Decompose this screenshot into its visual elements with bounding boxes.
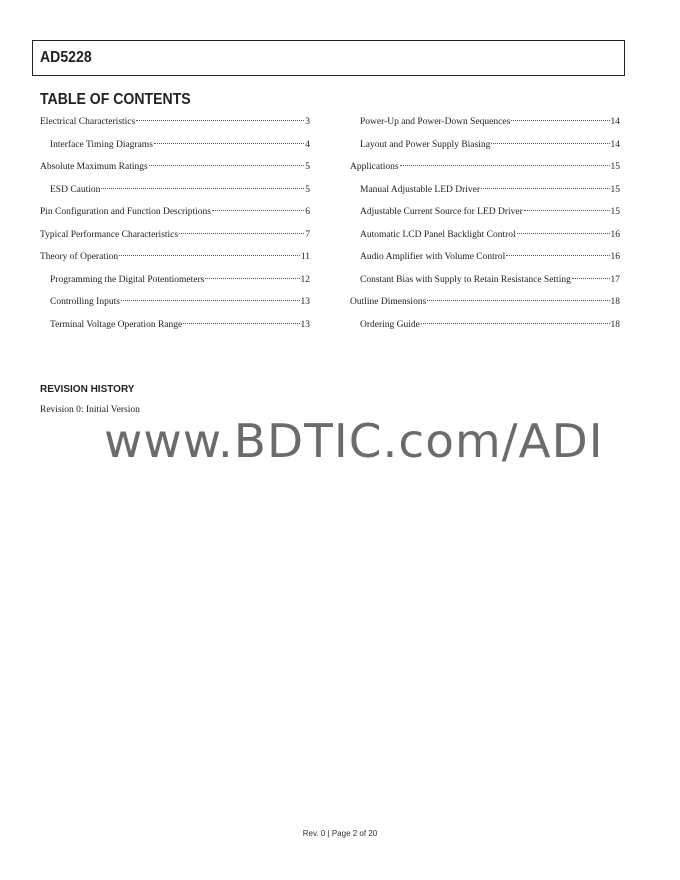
- toc-entry-page: 13: [300, 297, 310, 307]
- toc-entry-page: 13: [300, 319, 310, 330]
- toc-dot-leader: [517, 233, 610, 234]
- page-footer: Rev. 0 | Page 2 of 20: [302, 829, 378, 838]
- toc-entry-label: Ordering Guide: [360, 319, 420, 330]
- toc-entry-label: Terminal Voltage Operation Range: [50, 319, 183, 330]
- toc-dot-leader: [179, 233, 304, 234]
- toc-entry[interactable]: [40, 158, 310, 181]
- toc-entry-label: Typical Performance Characteristics: [40, 229, 179, 240]
- toc-entry-label: Absolute Maximum Ratings: [40, 162, 148, 172]
- toc-entry-label: Audio Amplifier with Volume Control: [360, 252, 506, 262]
- toc-entry[interactable]: [40, 113, 310, 136]
- toc-entry-page: 16: [610, 252, 620, 262]
- revision-entry: Revision 0: Initial Version: [40, 405, 140, 415]
- toc-entry[interactable]: [350, 226, 620, 249]
- toc-entry-label: Outline Dimensions: [350, 297, 427, 307]
- toc-entry[interactable]: [350, 113, 620, 136]
- toc-dot-leader: [491, 143, 609, 144]
- toc-entry-page: 11: [300, 252, 310, 262]
- toc-column-left: [40, 113, 310, 338]
- toc-entry[interactable]: [350, 271, 620, 294]
- toc-entry-page: 15: [610, 162, 620, 172]
- toc-entry-label: Pin Configuration and Function Descriptions: [40, 207, 211, 217]
- toc-dot-leader: [506, 255, 609, 256]
- toc-dot-leader: [427, 300, 609, 301]
- toc-dot-leader: [149, 165, 305, 166]
- toc-entry-page: 18: [610, 319, 620, 330]
- toc-entry-label: Power-Up and Power-Down Sequences: [360, 117, 511, 127]
- toc-entry-label: Automatic LCD Panel Backlight Control: [360, 229, 516, 240]
- toc-dot-leader: [524, 210, 610, 211]
- toc-entry-label: Layout and Power Supply Biasing: [360, 139, 491, 150]
- toc-entry[interactable]: [350, 181, 620, 204]
- part-number: AD5228: [40, 49, 92, 66]
- toc-entry-page: 5: [305, 162, 310, 172]
- toc-entry[interactable]: [350, 203, 620, 226]
- toc-dot-leader: [421, 323, 610, 324]
- toc-dot-leader: [136, 120, 304, 121]
- toc-entry-page: 7: [305, 229, 310, 240]
- toc-entry-page: 6: [305, 207, 310, 217]
- toc-dot-leader: [212, 210, 304, 211]
- watermark: www.BDTIC.com/ADI: [104, 414, 604, 468]
- toc-entry-page: 18: [610, 297, 620, 307]
- toc-entry-label: Controlling Inputs: [50, 297, 120, 307]
- toc-entry[interactable]: [40, 316, 310, 339]
- toc-entry[interactable]: [40, 203, 310, 226]
- toc-entry[interactable]: [40, 248, 310, 271]
- toc-dot-leader: [572, 278, 610, 279]
- toc-entry-label: Theory of Operation: [40, 252, 119, 262]
- toc-entry-label: Interface Timing Diagrams: [50, 139, 153, 150]
- toc-dot-leader: [400, 165, 610, 166]
- revision-history-heading: REVISION HISTORY: [40, 384, 135, 395]
- toc-entry-label: ESD Caution: [50, 184, 101, 195]
- toc-dot-leader: [183, 323, 299, 324]
- toc-entry-label: Electrical Characteristics: [40, 117, 136, 127]
- toc-entry-label: Constant Bias with Supply to Retain Resistance Setting: [360, 274, 571, 285]
- toc-entry[interactable]: [350, 136, 620, 159]
- toc-entry[interactable]: [40, 271, 310, 294]
- toc-entry-label: Programming the Digital Potentiometers: [50, 274, 205, 285]
- toc-entry[interactable]: [350, 316, 620, 339]
- toc-dot-leader: [511, 120, 609, 121]
- toc-entry[interactable]: [40, 136, 310, 159]
- toc-entry[interactable]: [350, 248, 620, 271]
- toc-entry[interactable]: [40, 293, 310, 316]
- header-box: [32, 40, 625, 76]
- toc-entry-page: 14: [610, 117, 620, 127]
- toc-entry[interactable]: [40, 226, 310, 249]
- toc-entry-page: 4: [305, 139, 310, 150]
- toc-title: TABLE OF CONTENTS: [40, 91, 191, 108]
- toc-entry-page: 16: [610, 229, 620, 240]
- toc-entry-page: 15: [610, 184, 620, 195]
- toc-dot-leader: [121, 300, 300, 301]
- toc-entry-label: Applications: [350, 162, 399, 172]
- toc-entry-page: 14: [610, 139, 620, 150]
- toc-dot-leader: [481, 188, 609, 189]
- toc-entry[interactable]: [350, 158, 620, 181]
- toc-entry-page: 5: [305, 184, 310, 195]
- toc-dot-leader: [101, 188, 304, 189]
- toc-dot-leader: [205, 278, 299, 279]
- toc-entry-label: Manual Adjustable LED Driver: [360, 184, 481, 195]
- toc-dot-leader: [154, 143, 304, 144]
- toc-entry-page: 12: [300, 274, 310, 285]
- toc-entry-label: Adjustable Current Source for LED Driver: [360, 207, 523, 217]
- toc-column-right: [350, 113, 620, 338]
- toc-entry-page: 15: [610, 207, 620, 217]
- toc-entry[interactable]: [350, 293, 620, 316]
- toc-dot-leader: [119, 255, 300, 256]
- toc-entry-page: 17: [610, 274, 620, 285]
- toc-entry-page: 3: [305, 117, 310, 127]
- toc-entry[interactable]: [40, 181, 310, 204]
